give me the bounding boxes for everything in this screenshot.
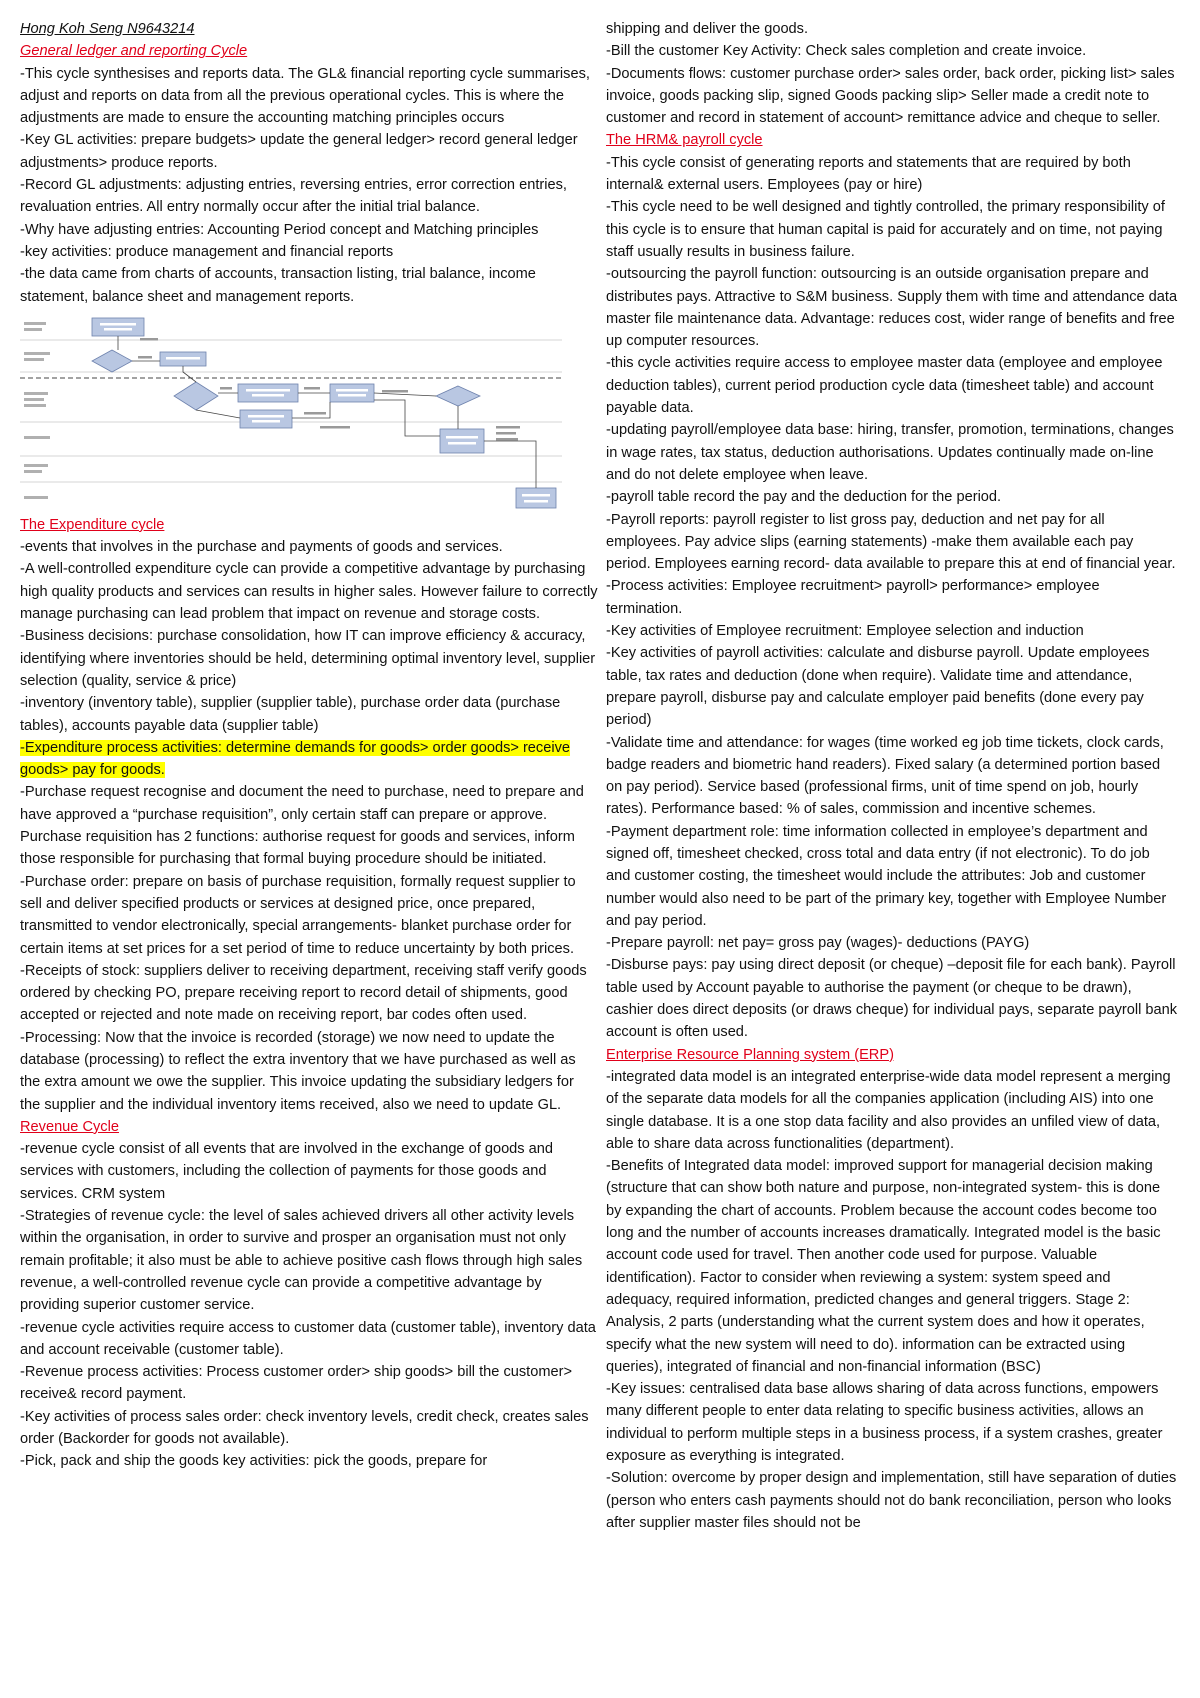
hrm-paragraph: -this cycle activities require access to employee master data (employee and employee deduction tables), current period production cycle data (timesheet table) and account payable data.: [606, 355, 1163, 417]
hrm-paragraph: -Key activities of payroll activities: calculate and disburse payroll. Update employees table, tax rates and deduction (done when require). Validate time and attendance, prepare payroll, disburse pay and calculate employer paid benefits (done every pay period): [606, 645, 1150, 729]
hrm-paragraph: -Disburse pays: pay using direct deposit (or cheque) –deposit file for each bank). Payroll table used by Account payable to authorise the payment (or cheque to be drawn), cashier does direct deposits (or draws cheque) for individual pays, separate payroll bank account is often used.: [606, 957, 1178, 1041]
hrm-paragraph: -Process activities: Employee recruitment> payroll> performance> employee termination.: [606, 578, 1100, 617]
revenue-continued-paragraph: -Bill the customer Key Activity: Check sales completion and create invoice.: [606, 43, 1087, 60]
hrm-paragraph: -Payroll reports: payroll register to list gross pay, deduction and net pay for all employees. Pay advice slips (earning statements) -make them available each pay period. Employees earning record- data available to prepare this at end of financial year.: [606, 511, 1176, 573]
erp-paragraph: -Solution: overcome by proper design and implementation, still have separation of duties (person who enters cash payments should not do bank reconciliation, person who looks after supplier master files should not be: [606, 1470, 1177, 1531]
revenue-paragraph: -revenue cycle activities require access to customer data (customer table), inventory data and account receivable (customer table).: [20, 1319, 596, 1358]
hrm-paragraph: -updating payroll/employee data base: hiring, transfer, promotion, terminations, changes in wage rates, tax status, deduction authorisations. Updates continually made on-line and do not delete employee when leave.: [606, 422, 1174, 483]
revenue-paragraph: -Pick, pack and ship the goods key activities: pick the goods, prepare for: [20, 1453, 488, 1470]
left-column: [20, 18, 598, 1473]
expenditure-paragraph: -Business decisions: purchase consolidation, how IT can improve efficiency & accuracy, identifying where inventories should be held, determining optimal inventory level, supplier selection (quality, service & price): [20, 628, 596, 689]
expenditure-paragraph: -Purchase request recognise and document the need to purchase, need to prepare and have approved a “purchase requisition”, only certain staff can prepare or approve. Purchase requisition has 2 functions: authorise request for goods and services, inform those responsible for purchasing that formal buying procedure should be initiated.: [20, 784, 584, 868]
erp-paragraph: -Key issues: centralised data base allows sharing of data across functions, empowers many different people to enter data relating to specific business activities, allows an individual to perform multiple steps in a business process, if a system crashes, greater exposure as everything is integrated.: [606, 1381, 1163, 1464]
erp-heading: Enterprise Resource Planning system (ERP): [606, 1046, 894, 1063]
hrm-paragraph: -Key activities of Employee recruitment: Employee selection and induction: [606, 623, 1084, 640]
expenditure-paragraph: -Processing: Now that the invoice is recorded (storage) we now need to update the database (processing) to reflect the extra inventory that we have purchased as well as the extra amount we owe the supplier. This invoice updating the subsidiary ledgers for the supplier and the individual inventory items received, also we need to update GL.: [20, 1029, 576, 1113]
revenue-paragraph: -Key activities of process sales order: check inventory levels, credit check, creates sales order (Backorder for goods not available).: [20, 1408, 589, 1448]
hrm-paragraph: -outsourcing the payroll function: outsourcing is an outside organisation prepare and distributes pays. Attractive to S&M business. Supply them with time and attendance data master file maintenance data. Advantage: reduces cost, wider range of benefits and free up computer resources.: [606, 266, 1178, 350]
expenditure-paragraph: -A well-controlled expenditure cycle can provide a competitive advantage by purchasing high quality products and services can results in higher sales. However failure to correctly manage purchasing can lead problem that impact on revenue and storage costs.: [20, 561, 598, 623]
expenditure-paragraph: -inventory (inventory table), supplier (supplier table), purchase order data (purchase tables), accounts payable data (supplier table): [20, 695, 561, 734]
gl-heading: General ledger and reporting Cycle: [20, 43, 248, 60]
hrm-paragraph: -payroll table record the pay and the deduction for the period.: [606, 489, 1002, 506]
expenditure-paragraph: -Purchase order: prepare on basis of purchase requisition, formally request supplier to sell and deliver specified products or services at designed price, once prepared, transmitted to vendor electronically, special arrangements- blanket purchase order for certain items at set prices for a set period of time to reduce uncertainty by both prices.: [20, 873, 576, 957]
process-flow-diagram: [20, 314, 562, 510]
erp-paragraph: -Benefits of Integrated data model: improved support for managerial decision making (structure that can show both nature and purpose, non-integrated system- this is done by expanding the chart of accounts. Problem because the account codes become too long and the number of accounts increases dramatically. Integrated model is the basic account code used for travel. Then another code used for purpose. Valuable identification). Factor to consider when reviewing a system: system speed and adequacy, required information, predicted changes and general triggers. Stage 2: Analysis, 2 parts (understanding what the current system does and how it operates, specify what the new system will need to do). information can be extracted using queries), integrated of financial and non-financial information (BSC): [606, 1158, 1161, 1375]
gl-paragraph: -Record GL adjustments: adjusting entries, reversing entries, error correction entries, revaluation entries. All entry normally occur after the initial trial balance.: [20, 177, 567, 216]
hrm-paragraph: -Payment department role: time information collected in employee’s department and signed off, timesheet checked, cross total and data entry (if not electronic). To do job and customer costing, the timesheet would include the attributes: Job and customer number would also need to be part of the primary key, together with Employee Number and pay period.: [606, 823, 1167, 929]
revenue-paragraph: -Revenue process activities: Process customer order> ship goods> bill the customer> receive& record payment.: [20, 1364, 572, 1403]
hrm-paragraph: -This cycle need to be well designed and tightly controlled, the primary responsibility of this cycle is to ensure that human capital is paid for accurately and on time, not paying staff usually results in business failure.: [606, 199, 1165, 260]
gl-paragraph: -key activities: produce management and financial reports: [20, 243, 394, 260]
revenue-paragraph: -Strategies of revenue cycle: the level of sales achieved drivers all other activity levels within the organisation, in order to survive and prosper an organisation must not only remain profitable; it also must be able to achieve positive cash flows through high sales revenue, a well-controlled revenue cycle can provide a competitive advantage by providing superior customer service.: [20, 1208, 583, 1314]
revenue-continued-paragraph: -Documents flows: customer purchase order> sales order, back order, picking list> sales invoice, goods packing slip, signed Goods packing slip> Seller made a credit note to customer and record in statement of account> remittance advice and cheque to seller.: [606, 65, 1175, 127]
revenue-paragraph: -revenue cycle consist of all events that are involved in the exchange of goods and services with customers, including the collection of payments for those goods and services. CRM system: [20, 1141, 553, 1202]
hrm-paragraph: -Prepare payroll: net pay= gross pay (wages)- deductions (PAYG): [606, 935, 1030, 952]
revenue-heading: Revenue Cycle: [20, 1118, 119, 1135]
gl-paragraph: -Why have adjusting entries: Accounting Period concept and Matching principles: [20, 221, 539, 238]
gl-paragraph: -This cycle synthesises and reports data. The GL& financial reporting cycle summarises, adjust and reports on data from all the previous operational cycles. This is where the adjustments are made to ensure the accounting matching principles occurs: [20, 65, 590, 127]
expenditure-paragraph: -events that involves in the purchase and payments of goods and services.: [20, 539, 503, 556]
hrm-paragraph: -This cycle consist of generating reports and statements that are required by both internal& external users. Employees (pay or hire): [606, 154, 1131, 194]
hrm-heading: The HRM& payroll cycle: [606, 132, 763, 149]
hrm-paragraph: -Validate time and attendance: for wages (time worked eg job time tickets, clock cards, badge readers and biometric hand readers). Fixed salary (a determined portion based on pay period). Service based (professional firms, unit of time spend on job, hourly rates). Performance based: % of sales, commission and incentive schemes.: [606, 734, 1164, 818]
erp-paragraph: -integrated data model is an integrated enterprise-wide data model represent a merging of the separate data models for all the companies application (including AIS) into one single database. It is a one stop data facility and also provides an unfiled view of data, able to share data across functionalities (department).: [606, 1068, 1171, 1152]
revenue-continued-paragraph: shipping and deliver the goods.: [606, 21, 809, 37]
expenditure-heading: The Expenditure cycle: [20, 516, 165, 533]
right-column: [606, 18, 1178, 1534]
expenditure-highlight-paragraph: [20, 737, 598, 782]
author-line: Hong Koh Seng N9643214: [20, 21, 195, 37]
gl-paragraph: -the data came from charts of accounts, transaction listing, trial balance, income statement, balance sheet and management reports.: [20, 266, 536, 305]
expenditure-paragraph: -Receipts of stock: suppliers deliver to receiving department, receiving staff verify goods ordered by checking PO, prepare receiving report to record detail of shipments, good accepted or rejected and note made on receiving report, bar codes often used.: [20, 962, 587, 1024]
gl-paragraph: -Key GL activities: prepare budgets> update the general ledger> record general ledger adjustments> produce reports.: [20, 132, 578, 171]
highlighted-text: -Expenditure process activities: determine demands for goods> order goods> receive goods> pay for goods.: [20, 739, 570, 779]
